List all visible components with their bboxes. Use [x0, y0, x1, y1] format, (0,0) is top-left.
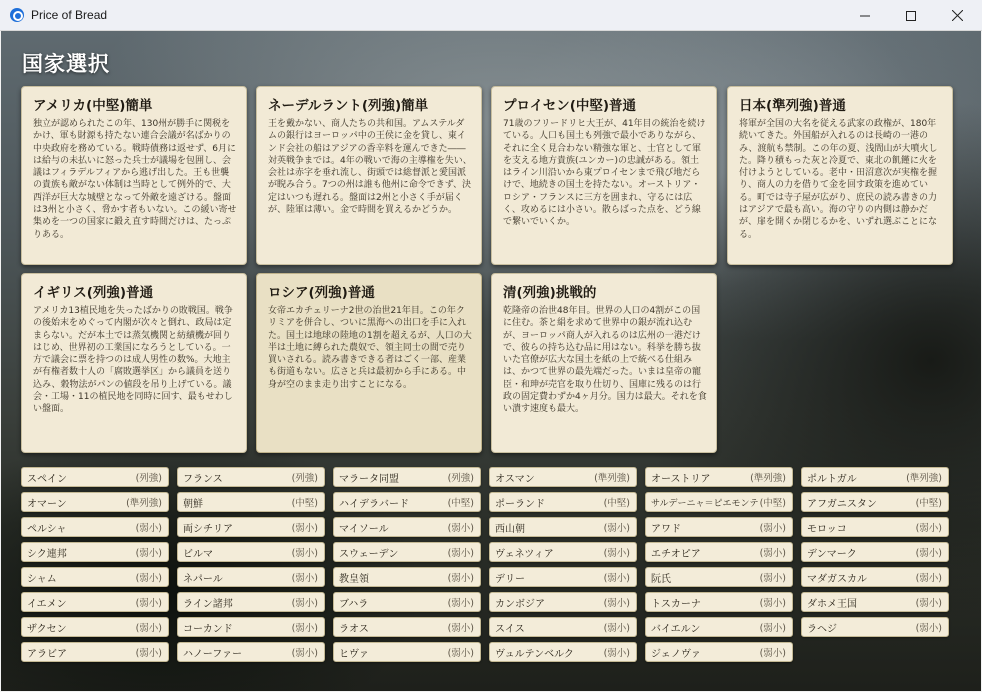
card-description: 王を戴かない、商人たちの共和国。アムステルダムの銀行はヨーロッパ中の王侯に金を貸し、東インド会社の船はアジアの香辛料を運んできた――対英戦争までは。4年の戦いで海の主導権を失い、会社は赤字を垂れ流し、街頭では総督派と愛国派が睨み合う。7つの州は誰も他州に命令できず、決定はいつも遅れる。盤面は2州と小さく手が届くが、陸軍は薄い。金で時間を買えるかどうか。	[268, 119, 472, 216]
nation-name: ライン諸邦	[183, 598, 233, 610]
nation-name: マダガスカル	[807, 573, 867, 585]
nation-button[interactable]	[489, 617, 637, 637]
nation-button[interactable]	[645, 542, 793, 562]
nation-name: アフガニスタン	[807, 498, 877, 510]
nation-button[interactable]	[177, 642, 325, 662]
nation-tier: (弱小)	[447, 648, 474, 659]
nation-button[interactable]	[21, 517, 169, 537]
nation-tier: (弱小)	[291, 598, 318, 609]
nation-button[interactable]	[645, 592, 793, 612]
nation-tier: (弱小)	[447, 548, 474, 559]
nation-name: ポルトガル	[807, 473, 857, 485]
nation-name: ラオス	[339, 623, 369, 635]
nation-tier: (弱小)	[759, 648, 786, 659]
nation-name: スイス	[495, 623, 525, 635]
nation-name: ヴェネツィア	[495, 548, 554, 560]
nation-button[interactable]	[177, 542, 325, 562]
nation-button[interactable]	[645, 617, 793, 637]
nation-button[interactable]	[333, 517, 481, 537]
nation-name: ジェノヴァ	[651, 648, 701, 660]
nation-tier: (中堅)	[447, 498, 474, 509]
nation-button[interactable]	[645, 492, 793, 512]
nation-tier: (弱小)	[291, 548, 318, 559]
nation-button[interactable]	[21, 617, 169, 637]
nation-button[interactable]	[333, 567, 481, 587]
nation-button[interactable]	[21, 467, 169, 487]
nation-name: コーカンド	[183, 623, 233, 635]
nation-tier: (準列強)	[594, 473, 630, 484]
card-title: イギリス(列強)普通	[33, 285, 154, 301]
nation-tier: (弱小)	[135, 523, 162, 534]
nation-button[interactable]	[489, 467, 637, 487]
nation-tier: (弱小)	[603, 598, 630, 609]
nation-name: ザクセン	[27, 623, 67, 635]
nation-button[interactable]	[333, 617, 481, 637]
nation-button[interactable]	[801, 567, 949, 587]
nation-name: マイソール	[339, 523, 389, 535]
card-description: 将軍が全国の大名を従える武家の政権が、180年続いてきた。外国船が入れるのは長崎の一港のみ、渡航も禁制。この年の夏、浅間山が大噴火した。降り積もった灰と冷夏で、東北の飢饉に火を付けようとしている。老中・田沼意次が実権を握り、商人の力を借りて金を回す政策を進めている。町では寺子屋が広がり、庶民の読み書きの力はアジアで最も高い。海の守りの内側は静かだが、扉を開くか閉じるかを、いずれ選ぶことになる。	[739, 119, 938, 240]
nation-tier: (準列強)	[126, 498, 162, 509]
nation-button[interactable]	[489, 592, 637, 612]
card-description: 71歳のフリードリヒ大王が、41年目の統治を続けている。人口も国土も列強で最小でありながら、それに全く見合わない精強な軍と、士官として軍を支える地方貴族(ユンカー)の忠誠がある。領土はライン川沿いから東プロイセンまで飛び地だらけで、地続きの国土を持たない。オーストリア・ロシア・フランスに三方を囲まれ、守るには広く、攻めるには小さい。散らばった点を、どう線で繋いでいくか。	[503, 119, 706, 228]
nation-name: フランス	[183, 473, 223, 485]
nation-tier: (中堅)	[915, 498, 942, 509]
nation-name: ブハラ	[339, 598, 369, 610]
nation-tier: (弱小)	[759, 548, 786, 559]
nation-button[interactable]	[645, 467, 793, 487]
nation-tier: (弱小)	[603, 648, 630, 659]
window-titlebar	[0, 0, 982, 31]
nation-button[interactable]	[333, 542, 481, 562]
nation-tier: (弱小)	[915, 623, 942, 634]
nation-button[interactable]	[801, 467, 949, 487]
nation-name: ハノーファー	[183, 648, 242, 660]
nation-name: 両シチリア	[183, 523, 233, 535]
nation-button[interactable]	[801, 492, 949, 512]
nation-tier: (中堅)	[291, 498, 318, 509]
nation-name: 阮氏	[651, 573, 671, 585]
nation-name: スペイン	[27, 473, 67, 485]
minimize-icon	[860, 11, 870, 21]
nation-button[interactable]	[21, 492, 169, 512]
card-title: ロシア(列強)普通	[268, 285, 375, 301]
card-title: アメリカ(中堅)簡単	[33, 98, 153, 114]
card-title: 清(列強)挑戦的	[503, 285, 597, 301]
nation-button[interactable]	[489, 517, 637, 537]
nation-tier: (弱小)	[447, 523, 474, 534]
card-title: プロイセン(中堅)普通	[503, 98, 637, 114]
nation-tier: (弱小)	[603, 573, 630, 584]
card-title: ネーデルラント(列強)簡単	[268, 98, 429, 114]
nation-card-america[interactable]	[21, 86, 247, 265]
nation-name: デリー	[495, 573, 525, 585]
nation-button[interactable]	[489, 542, 637, 562]
nation-button[interactable]	[333, 467, 481, 487]
nation-tier: (列強)	[447, 473, 474, 484]
nation-name: モロッコ	[807, 523, 847, 535]
nation-button[interactable]	[801, 592, 949, 612]
nation-name: ネパール	[183, 573, 223, 585]
nation-card-russia[interactable]	[256, 273, 482, 453]
page-title: 国家選択	[22, 52, 110, 76]
nation-button[interactable]	[177, 592, 325, 612]
nation-button[interactable]	[333, 492, 481, 512]
close-button[interactable]	[934, 0, 980, 31]
card-title: 日本(準列強)普通	[739, 98, 846, 114]
nation-name: シャム	[27, 573, 57, 585]
nation-tier: (弱小)	[135, 648, 162, 659]
nation-tier: (弱小)	[915, 523, 942, 534]
nation-tier: (弱小)	[447, 573, 474, 584]
nation-name: エチオピア	[651, 548, 701, 560]
nation-card-britain[interactable]	[21, 273, 247, 453]
nation-tier: (中堅)	[759, 498, 786, 509]
nation-tier: (弱小)	[291, 623, 318, 634]
nation-tier: (弱小)	[603, 548, 630, 559]
nation-tier: (弱小)	[759, 573, 786, 584]
nation-name: オマーン	[27, 498, 67, 510]
nation-card-prussia[interactable]	[491, 86, 717, 265]
nation-button[interactable]	[21, 567, 169, 587]
nation-tier: (弱小)	[447, 598, 474, 609]
nation-button[interactable]	[333, 592, 481, 612]
nation-name: イエメン	[27, 598, 67, 610]
nation-tier: (弱小)	[603, 623, 630, 634]
card-description: 独立が認められたこの年、130州が勝手に関税をかけ、軍も財源も持たない連合会議が名ばかりの中央政府を務めている。戦時債務は返せず、6月には給与の未払いに怒った兵士が議場を包囲し、会議はフィラデルフィアから逃げ出した。王も世襲の貴族も敵がない体制は当時として例外的で、大西洋が巨大な城壁となって外敵を遠ざける。盤面は3州と小さく、脅かす者もいない。この緩い寄せ集めを一つの国家に鍛え直す時間だけは、たっぷりある。	[33, 119, 237, 240]
nation-name: 西山朝	[495, 523, 525, 535]
maximize-button[interactable]	[888, 0, 934, 31]
nation-card-qing[interactable]	[491, 273, 717, 453]
card-description: 乾隆帝の治世48年目。世界の人口の4割がこの国に住む。茶と絹を求めて世界中の銀が流れ込むが、ヨーロッパ商人が入れるのは広州の一港だけで、彼らの持ち込む品に用はない。科挙を勝ち抜いた官僚が広大な国土を紙の上で統べる仕組みは、かつて世界の最先端だった。いまは皇帝の寵臣・和珅が売官を取り仕切り、国庫に残るのは行政の固定費わずか4ヶ月分。国力は最大。それを食い潰す速度も最大。	[503, 306, 707, 415]
nation-button[interactable]	[645, 517, 793, 537]
nation-name: ヴュルテンベルク	[495, 648, 574, 660]
nation-button[interactable]	[801, 617, 949, 637]
nation-name: カンボジア	[495, 598, 545, 610]
nation-button[interactable]	[489, 642, 637, 662]
window-title: Price of Bread	[31, 8, 108, 22]
nation-button[interactable]	[177, 567, 325, 587]
nation-tier: (準列強)	[906, 473, 942, 484]
nation-button[interactable]	[177, 467, 325, 487]
nation-card-japan[interactable]	[727, 86, 953, 265]
nation-tier: (弱小)	[447, 623, 474, 634]
nation-name: ラヘジ	[807, 623, 837, 635]
nation-tier: (弱小)	[291, 523, 318, 534]
nation-tier: (弱小)	[915, 548, 942, 559]
nation-button[interactable]	[489, 567, 637, 587]
nation-tier: (列強)	[135, 473, 162, 484]
nation-name: ダホメ王国	[807, 598, 857, 610]
nation-button[interactable]	[21, 542, 169, 562]
nation-name: スウェーデン	[339, 548, 399, 560]
card-description: アメリカ13植民地を失ったばかりの敗戦国。戦争の後始末をめぐって内閣が次々と倒れ、政局は定まらない。だが本土では蒸気機関と紡績機が回りはじめ、世界初の工業国になろうとしている。一方で議会に票を持つのは成人男性の数%。大地主が有権者数十人の「腐敗選挙区」から議員を送り込み、穀物法がパンの値段を吊り上げている。議会・工場・11の植民地を同時に回す、最もせわしい盤面。	[33, 306, 233, 415]
nation-button[interactable]	[333, 642, 481, 662]
nation-button[interactable]	[177, 517, 325, 537]
nation-button[interactable]	[645, 642, 793, 662]
nation-button[interactable]	[645, 567, 793, 587]
nation-tier: (弱小)	[759, 623, 786, 634]
nation-tier: (弱小)	[135, 548, 162, 559]
nation-name: バイエルン	[651, 623, 701, 635]
nation-name: シク連邦	[27, 548, 67, 560]
nation-name: アラビア	[27, 648, 67, 660]
nation-button[interactable]	[489, 492, 637, 512]
nation-tier: (準列強)	[750, 473, 786, 484]
nation-name: オスマン	[495, 473, 535, 485]
nation-name: ハイデラバード	[339, 498, 409, 510]
main-content	[1, 31, 981, 691]
nation-tier: (弱小)	[915, 598, 942, 609]
nation-name: ポーランド	[495, 498, 545, 510]
nation-name: オーストリア	[651, 473, 711, 485]
nation-tier: (弱小)	[135, 573, 162, 584]
nation-tier: (弱小)	[135, 598, 162, 609]
nation-tier: (弱小)	[291, 648, 318, 659]
nation-button[interactable]	[177, 492, 325, 512]
close-icon	[952, 10, 963, 21]
nation-name: アワド	[651, 523, 681, 535]
nation-name: ペルシャ	[27, 523, 67, 535]
nation-button[interactable]	[177, 617, 325, 637]
nation-name: サルデーニャ＝ピエモンテ	[651, 498, 759, 509]
nation-name: マラータ同盟	[339, 473, 399, 485]
nation-tier: (弱小)	[603, 523, 630, 534]
nation-tier: (弱小)	[759, 598, 786, 609]
nation-tier: (中堅)	[603, 498, 630, 509]
nation-name: トスカーナ	[651, 598, 701, 610]
nation-name: 朝鮮	[183, 498, 203, 510]
nation-button[interactable]	[801, 517, 949, 537]
nation-name: ヒヴァ	[339, 648, 369, 660]
nation-name: ビルマ	[183, 548, 213, 560]
nation-card-netherlands[interactable]	[256, 86, 482, 265]
nation-name: 教皇領	[339, 573, 369, 585]
nation-tier: (弱小)	[135, 623, 162, 634]
nation-tier: (弱小)	[291, 573, 318, 584]
nation-tier: (弱小)	[759, 523, 786, 534]
maximize-icon	[906, 11, 916, 21]
nation-button[interactable]	[21, 592, 169, 612]
card-description: 女帝エカチェリーナ2世の治世21年目。この年クリミアを併合し、ついに黒海への出口を手に入れた。国土は地球の陸地の1割を超えるが、人口の大半は土地に縛られた農奴で、領主同士の間で売り買いされる。読み書きできる者はごく一部、産業も街道もない。広さと兵は最初から手にある。中身が空のまま走り出すことになる。	[268, 306, 472, 390]
nation-name: デンマーク	[807, 548, 857, 560]
nation-tier: (弱小)	[915, 573, 942, 584]
minimize-button[interactable]	[842, 0, 888, 31]
nation-button[interactable]	[801, 542, 949, 562]
nation-tier: (列強)	[291, 473, 318, 484]
app-icon	[10, 8, 24, 22]
nation-button[interactable]	[21, 642, 169, 662]
